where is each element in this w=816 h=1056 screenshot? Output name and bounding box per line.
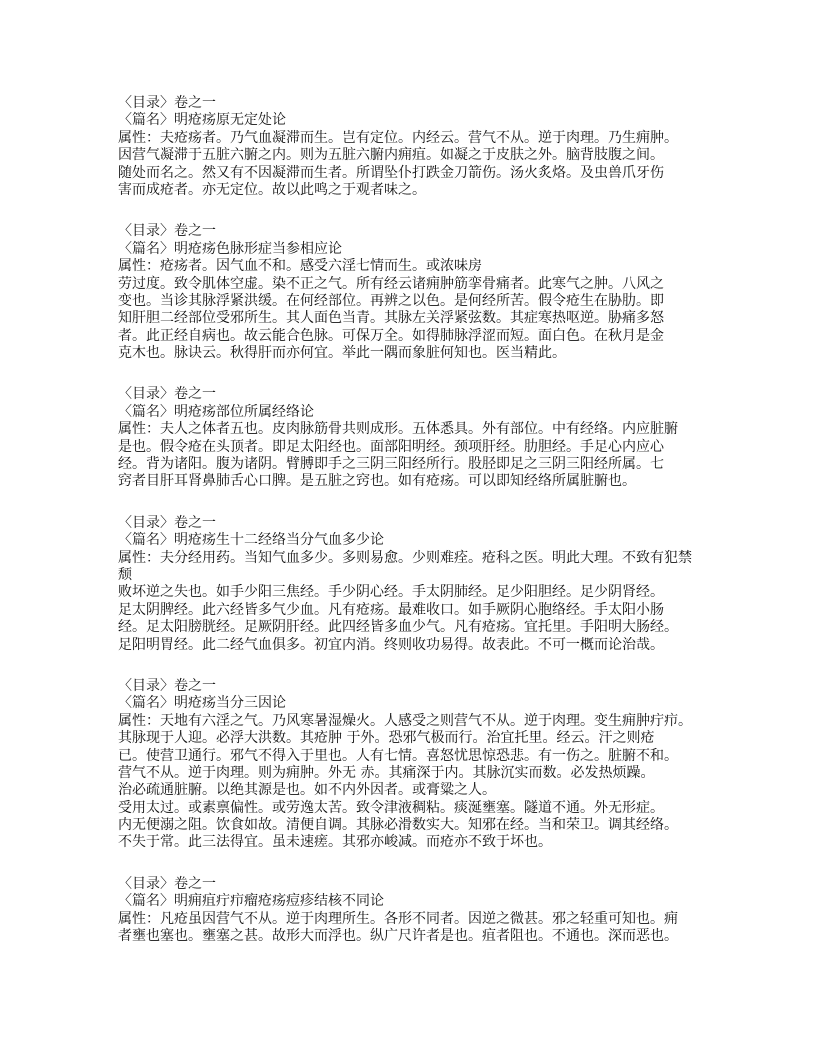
body-text-line: 经。背为诸阳。腹为诸阴。臂膊即手之三阴三阳经所行。股胫即足之三阴三阳经所属。七 [118,456,664,473]
body-text-line: 足阳明胃经。此二经气血俱多。初宜内消。终则收功易得。故表此。不可一概而论治哉。 [118,636,664,653]
body-text-line: 克木也。脉诀云。秋得肝而亦何宜。举此一隅而象脏何知也。医当精此。 [118,345,566,362]
body-text-line: 劳过度。致令肌体空虚。染不正之气。所有经云诸痈肿筋挛骨痛者。此寒气之肿。八风之 [118,275,664,292]
body-text-line: 属性：天地有六淫之气。乃风寒暑湿燥火。人感受之则营气不从。逆于肉理。变生痈肿疔疖。 [118,712,692,729]
body-text-line: 随处而名之。然又有不因凝滞而生者。所谓坠仆打跌金刀箭伤。汤火炙烙。及虫兽爪牙伤 [118,164,664,181]
catalog-line: 〈目录〉卷之一 [118,95,216,111]
body-text-line: 因营气凝滞于五脏六腑之内。则为五脏六腑内痈疽。如凝之于皮肤之外。脑背肢腹之间。 [118,147,664,164]
body-text-line: 颓 [118,566,132,583]
document-section [118,678,708,852]
body-text-line: 经。足太阳膀胱经。足厥阴肝经。此四经皆多血少气。凡有疮疡。宜托里。手阳明大肠经。 [118,619,678,636]
body-text-line: 窍者目肝耳肾鼻肺舌心口脾。是五脏之窍也。如有疮疡。可以即知经络所属脏腑也。 [118,473,636,490]
chapter-title: 〈篇名〉明疮疡原无定处论 [118,112,286,129]
catalog-line: 〈目录〉卷之一 [118,677,216,694]
body-text-line: 属性：疮疡者。因气血不和。感受六淫七情而生。或浓味房 [118,258,482,275]
body-text-line: 者壅也塞也。壅塞之甚。故形大而浮也。纵广尺许者是也。疽者阻也。不通也。深而恶也。 [118,928,678,945]
chapter-title: 〈篇名〉明疮疡生十二经络当分气血多少论 [118,532,384,549]
catalog-line: 〈目录〉卷之一 [118,875,216,892]
document-section [118,95,708,199]
chapter-title: 〈篇名〉明疮疡色脉形症当参相应论 [118,240,342,257]
chapter-title: 〈篇名〉明疮疡当分三因论 [118,695,286,712]
chapter-title: 〈篇名〉明痈疽疔疖瘤疮疡痘疹结核不同论 [118,893,384,910]
body-text-line: 害而成疮者。亦无定位。故以此鸣之于观者味之。 [118,181,426,198]
body-text-line: 知肝胆二经部位受邪所生。其人面色当青。其脉左关浮紧弦数。其症寒热呕逆。胁痛多怒 [118,310,664,327]
document-section [118,386,708,490]
body-text-line: 足太阴脾经。此六经皆多气少血。凡有疮疡。最难收口。如手厥阴心胞络经。手太阳小肠 [118,601,664,618]
body-text-line: 不失于常。此三法得宜。虽未速瘥。其邪亦峻减。而疮亦不致于坏也。 [118,834,552,851]
document-section [118,876,708,946]
body-text-line: 营气不从。逆于肉理。则为痈肿。外无 赤。其痛深于内。其脉沉实而数。必发热烦躁。 [118,764,655,781]
document-section [118,515,708,654]
catalog-line: 〈目录〉卷之一 [118,386,216,403]
body-text-line: 属性：夫人之体者五也。皮肉脉筋骨共则成形。五体悉具。外有部位。中有经络。内应脏腑 [118,421,678,438]
catalog-line: 〈目录〉卷之一 [118,223,216,240]
body-text-line: 属性：凡疮虽因营气不从。逆于肉理所生。各形不同者。因逆之微甚。邪之轻重可知也。痈 [118,910,678,927]
body-text-line: 已。使营卫通行。邪气不得入于里也。人有七情。喜怒忧思惊恐悲。有一伤之。脏腑不和。 [118,747,678,764]
body-text-line: 者。此正经自病也。故云能合色脉。可保万全。如得肺脉浮涩而短。面白色。在秋月是金 [118,327,664,344]
body-text-line: 治必疏通脏腑。以绝其源是也。如不内外因者。或膏粱之人。 [118,782,496,799]
body-text-line: 内无便溺之阻。饮食如故。清便自调。其脉必滑数实大。知邪在经。当和荣卫。调其经络。 [118,817,678,834]
document-section [118,223,708,362]
body-text-line: 属性：夫分经用药。当知气血多少。多则易愈。少则难痊。疮科之医。明此大理。不致有犯禁 [118,549,692,566]
body-text-line: 属性：夫疮疡者。乃气血凝滞而生。岂有定位。内经云。营气不从。逆于肉理。乃生痈肿。 [118,129,678,146]
body-text-line: 败坏逆之失也。如手少阳三焦经。手少阴心经。手太阴肺经。足少阳胆经。足少阴肾经。 [118,584,664,601]
chapter-title: 〈篇名〉明疮疡部位所属经络论 [118,403,314,420]
body-text-line: 是也。假令疮在头顶者。即足太阳经也。面部阳明经。颈项肝经。肋胆经。手足心内应心 [118,438,664,455]
body-text-line: 受用太过。或素禀偏性。或劳逸太苦。致令津液稠粘。痰涎壅塞。隧道不通。外无形症。 [118,799,664,816]
document-body [118,95,708,945]
catalog-line: 〈目录〉卷之一 [118,514,216,531]
body-text-line: 变也。当诊其脉浮紧洪缓。在何经部位。再辨之以色。是何经所苦。假令疮生在胁肋。即 [118,292,664,309]
body-text-line: 其脉现于人迎。必浮大洪数。其疮肿 于外。恐邪气极而行。治宜托里。经云。汗之则疮 [118,730,655,747]
